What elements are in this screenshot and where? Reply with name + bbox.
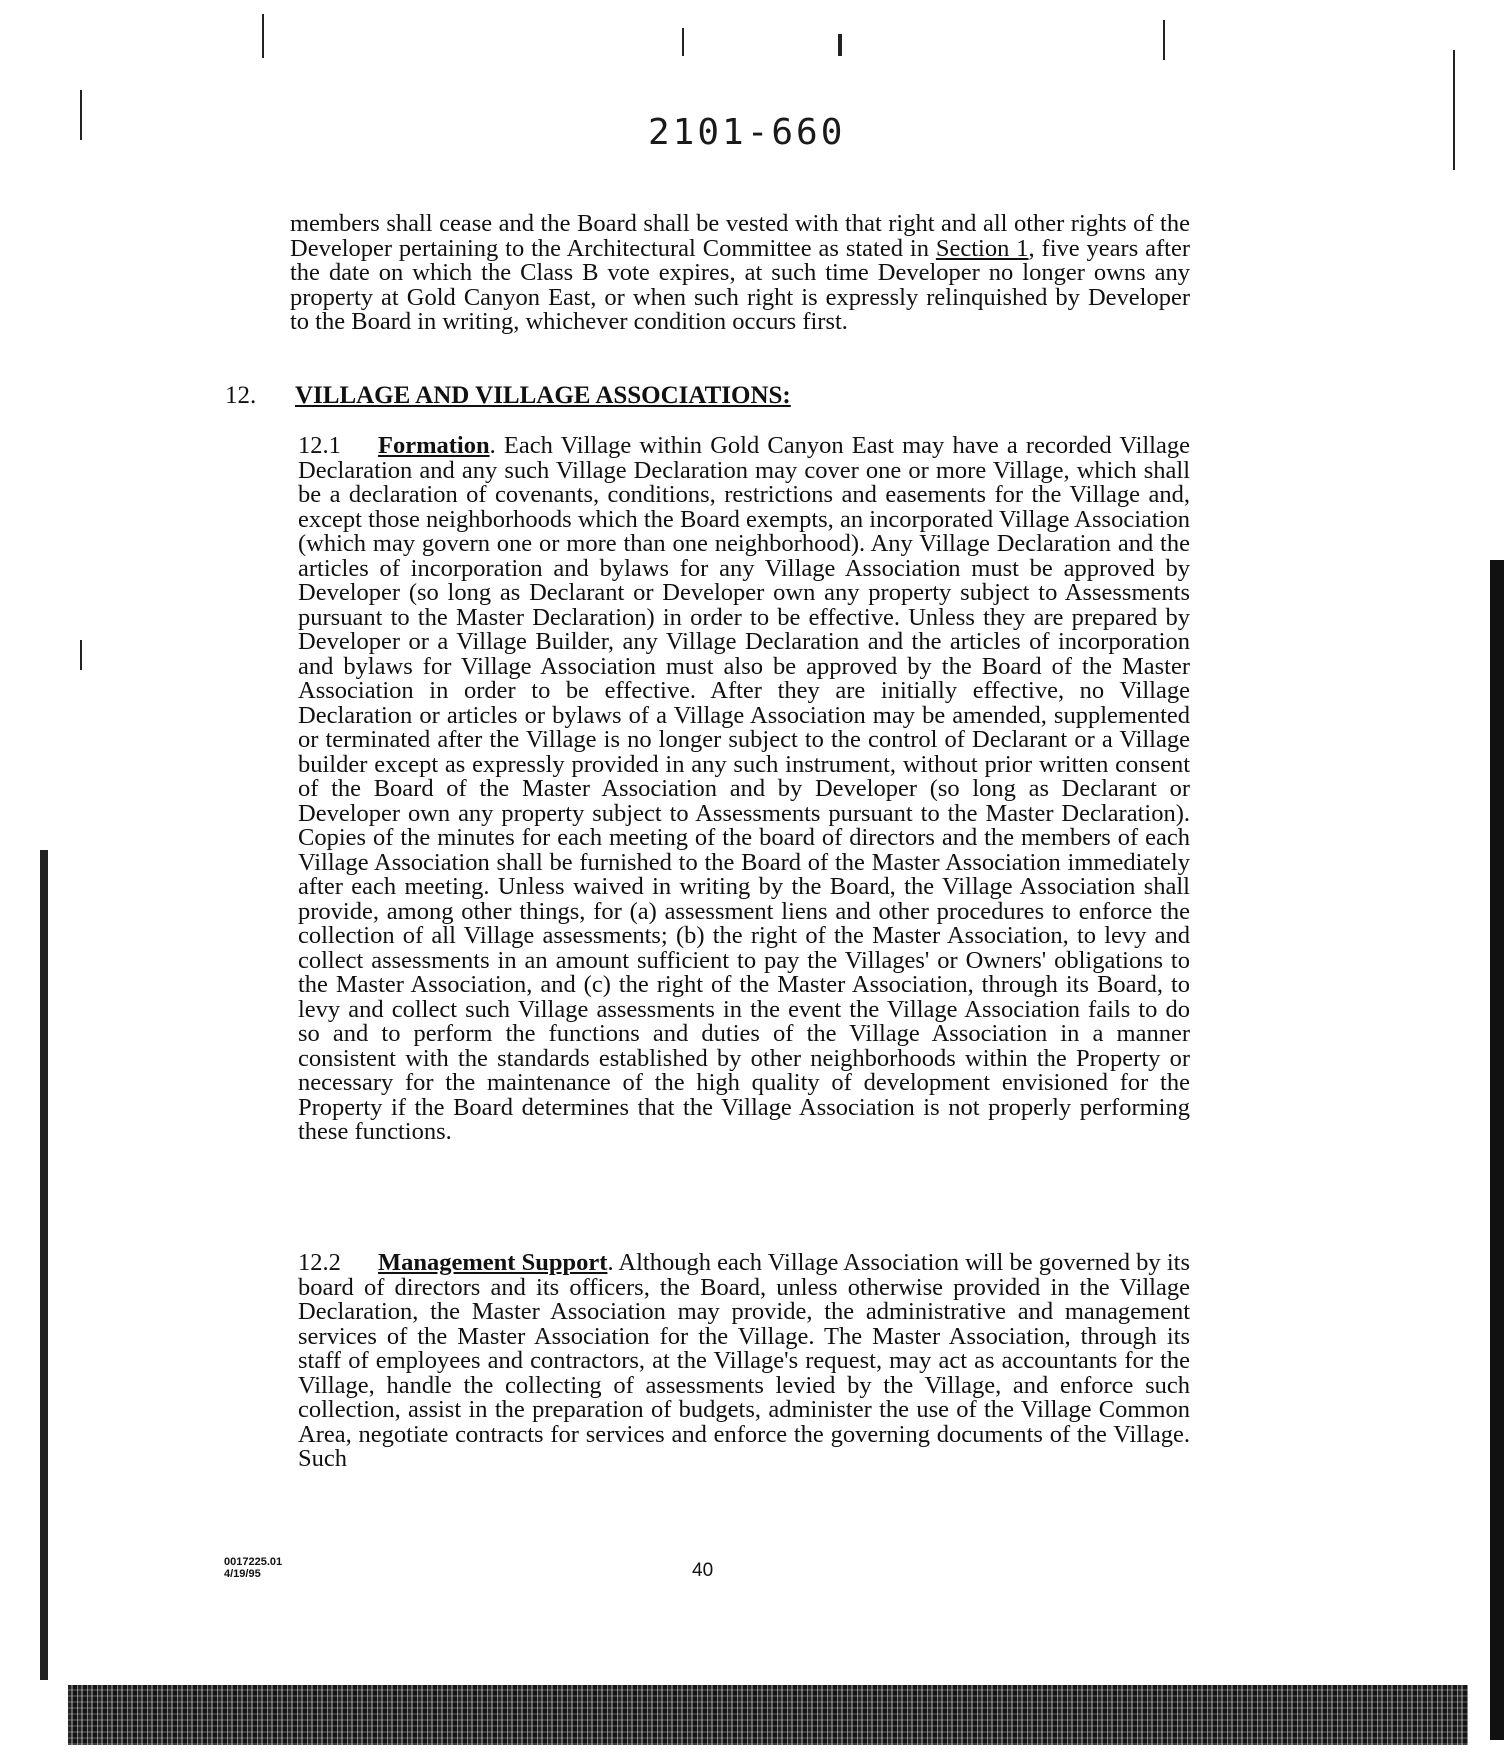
scan-mark-left-margin-2	[80, 640, 82, 670]
footer-doc-id	[224, 1556, 282, 1580]
section-reference: Section 1	[935, 234, 1029, 262]
footer-date: 4/19/95	[224, 1568, 261, 1580]
intro-text-rest: , five years after the date on which the Class B vote expires, at such time Developer no longer owns any property at Gold Canyon East, or when such right is expressly relinquished by Developer to the Board in writing, whichever condition occurs first.	[290, 234, 1191, 335]
subsection-title: Management Support	[378, 1249, 608, 1276]
section-title: VILLAGE AND VILLAGE ASSOCIATIONS:	[295, 382, 791, 409]
section-number: 12.	[225, 382, 257, 409]
subsection-12-2	[298, 1251, 1190, 1472]
scan-mark-top-right	[1163, 20, 1165, 60]
scan-edge-right	[1490, 560, 1504, 1740]
scan-mark-top-left	[262, 14, 264, 58]
subsection-body: . Although each Village Association will be governed by its board of directors and its officers, the Board, unless otherwise provided in the Village Declaration, the Master Association may provide, the administrative and management services of the Master Association for the Village. The Master Association, through its staff of employees and contractors, at the Village's request, may act as accountants for the Village, handle the collecting of assessments levied by the Village, and enforce such collection, assist in the preparation of budgets, administer the use of the Village Common Area, negotiate contracts for services and enforce the governing documents of the Village. Such	[298, 1249, 1190, 1472]
scan-mark-left-margin	[80, 90, 82, 140]
scan-mark-top-center	[682, 28, 684, 56]
intro-text: members shall cease and the Board shall be vested with that right and all other rights of the Developer pertaining to the Architectural Committee as stated in	[290, 210, 1190, 262]
scan-mark-top-center-bold	[838, 34, 842, 56]
scan-bottom-band	[68, 1685, 1468, 1745]
subsection-number: 12.1	[298, 432, 341, 459]
subsection-body: . Each Village within Gold Canyon East may have a recorded Village Declaration and any such Village Declaration may cover one or more Village, which shall be a declaration of covenants, conditions, restrictions and easements for the Village and, except those neighborhoods which the Board exempts, an incorporated Village Association (which may govern one or more than one neighborhood). Any Village Declaration and the articles of incorporation and bylaws for any Village Association must be approved by Developer (so long as Declarant or Developer own any property subject to Assessments pursuant to the Master Declaration) in order to be effective. Unless they are prepared by Developer or a Village Builder, any Village Declaration and the articles of incorporation and bylaws for Village Association must also be approved by the Board of the Master Association in order to be effective. After they are initially effective, no Village Declaration or articles or bylaws of a Village Association may be amended, supplemented or terminated after the Village is no longer subject to the control of Declarant or a Village builder except as expressly provided in any such instrument, without prior written consent of the Board of the Master Association and by Developer (so long as Declarant or Developer own any property subject to Assessments pursuant to the Master Declaration). Copies of the minutes for each meeting of the board of directors and the members of each Village Association shall be furnished to the Board of the Master Association immediately after each meeting. Unless waived in writing by the Board, the Village Association shall provide, among other things, for (a) assessment liens and other procedures to enforce the collection of all Village assessments; (b) the right of the Master Association, to levy and collect assessments in an amount sufficient to pay the Villages' or Owners' obligations to the Master Association, and (c) the right of the Master Association, through its Board, to levy and collect such Village assessments in the event the Village Association fails to do so and to perform the functions and duties of the Village Association in a manner consistent with the standards established by other neighborhoods within the Property or necessary for the maintenance of the high quality of development envisioned for the Property if the Board determines that the Village Association is not properly performing these functions.	[298, 432, 1190, 1145]
footer-doc-code: 0017225.01	[224, 1556, 283, 1568]
subsection-number: 12.2	[298, 1249, 341, 1276]
page-number: 40	[692, 1560, 714, 1581]
intro-paragraph	[290, 212, 1190, 335]
subsection-12-1	[298, 434, 1190, 1145]
scan-edge-left	[40, 850, 48, 1680]
subsection-title: Formation	[378, 432, 490, 459]
scan-mark-right-margin	[1453, 50, 1455, 170]
document-number: 2101-660	[648, 112, 846, 153]
